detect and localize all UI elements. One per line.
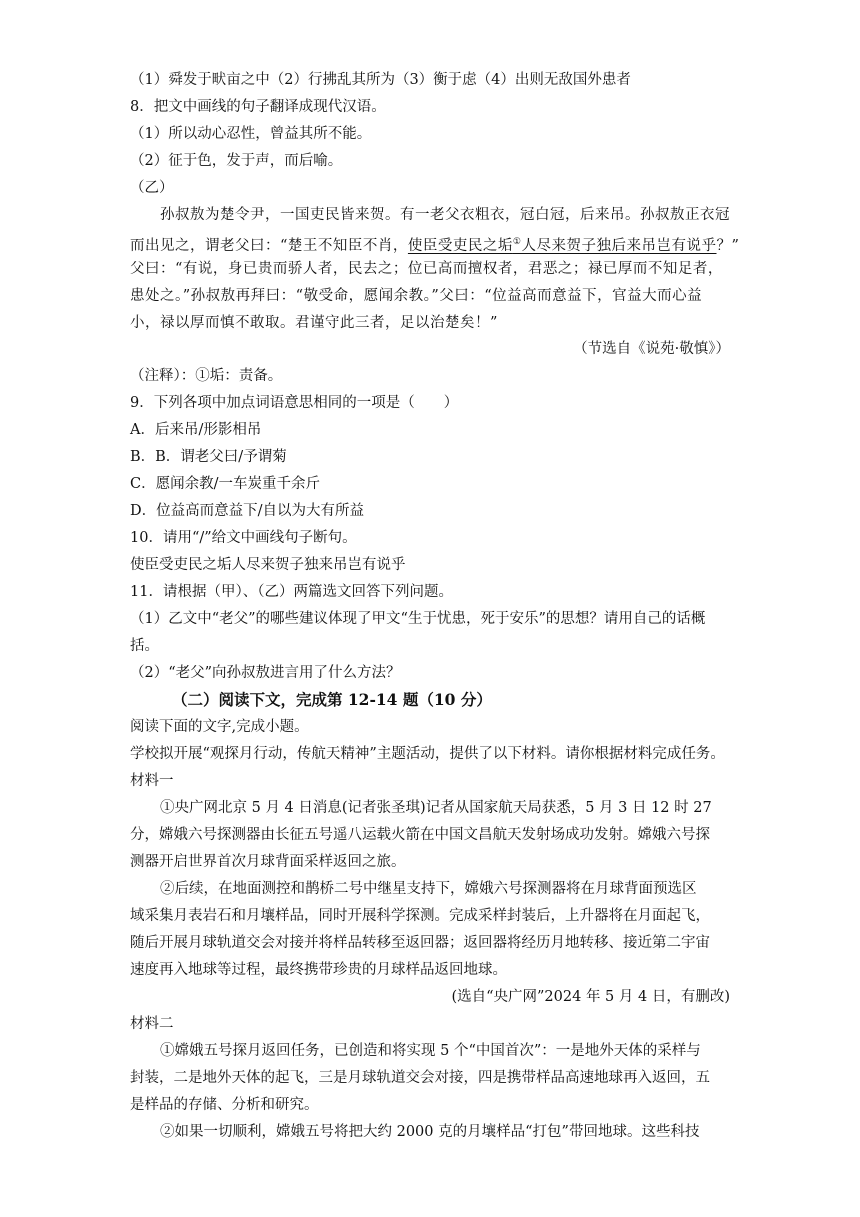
q8-item-2: （2）征于色，发于声，而后喻。 [130, 153, 343, 169]
passage-yi-line-1: 孙叔敖为楚令尹，一国吏民皆来贺。有一老父衣粗衣，冠白冠，后来吊。孙叔敖正衣冠 [160, 207, 730, 223]
q7-options: （1）舜发于畎亩之中（2）行拂乱其所为（3）衡于虑（4）出则无敌国外患者 [130, 72, 631, 88]
q11-item-1-cont: 括。 [130, 638, 159, 654]
q11-item-1: （1）乙文中“老父”的哪些建议体现了甲文“生于忧患，死于安乐”的思想？请用自己的话概 [130, 611, 706, 627]
material-one-para2-line2: 域采集月表岩石和月壤样品，同时开展科学探测。完成采样封装后，上升器将在月面起飞， [130, 908, 710, 924]
q11-prompt: 11．请根据（甲）、（乙）两篇选文回答下列问题。 [130, 584, 453, 600]
q9-option-d: D．位益高而意益下/自以为大有所益 [130, 503, 365, 519]
material-one-para2-line3: 随后开展月球轨道交会对接并将样品转移至返回器；返回器将经历月地转移、接近第二宇宙 [130, 935, 710, 951]
underlined-part-1: 使臣受吏民之垢 [407, 237, 513, 254]
passage-yi-line-2-start: 而出见之，谓老父曰：“楚王不知臣不肖， [130, 237, 408, 254]
q11-item-2: （2）“老父”向孙叔敖进言用了什么方法？ [130, 665, 401, 681]
passage-yi-line-3: 父曰：“有说，身已贵而骄人者，民去之；位已高而擅权者，君恶之；禄已厚而不知足者， [130, 261, 723, 277]
material-one-para1-line2: 分，嫦娥六号探测器由长征五号遥八运载火箭在中国文昌航天发射场成功发射。嫦娥六号探 [130, 827, 710, 843]
footnote-marker: ① [512, 237, 522, 247]
passage-yi-line-4: 患处之。”孙叔敖再拜曰：“敬受命，愿闻余教。”父曰：“位益高而意益下，官益大而心益 [130, 288, 703, 304]
source-citation: （节选自《说苑·敬慎》） [573, 341, 730, 357]
material-one-label: 材料一 [130, 773, 174, 789]
material-two-para1-line3: 是样品的存储、分析和研究。 [130, 1097, 319, 1113]
q8-item-1: （1）所以动心忍性，曾益其所不能。 [130, 126, 372, 142]
section-two-heading: （二）阅读下文，完成第 12-14 题（10 分） [172, 690, 492, 709]
passage-yi-line-2-end: ？” [716, 237, 740, 254]
q9-option-c: C．愿闻余教/一车炭重千余斤 [130, 476, 320, 492]
material-two-para1-line2: 封装，二是地外天体的起飞，三是月球轨道交会对接，四是携带样品高速地球再入返回，五 [130, 1070, 710, 1086]
material-one-source: (选自“央广网”2024 年 5 月 4 日，有删改) [451, 989, 730, 1005]
material-two-label: 材料二 [130, 1016, 174, 1032]
q9-option-a: A．后来吊/形影相吊 [130, 422, 262, 438]
activity-intro: 学校拟开展“观探月行动，传航天精神”主题活动，提供了以下材料。请你根据材料完成任务。 [130, 746, 725, 762]
q9-prompt: 9．下列各项中加点词语意思相同的一项是（ ） [130, 395, 459, 411]
material-one-para1-line1: ①央广网北京 5 月 4 日消息(记者张圣琪)记者从国家航天局获悉，5 月 3 日 12 时 27 [160, 800, 712, 816]
reading-instruction: 阅读下面的文字,完成小题。 [130, 719, 309, 735]
material-one-para2-line1: ②后续，在地面测控和鹊桥二号中继星支持下，嫦娥六号探测器将在月球背面预选区 [160, 881, 697, 897]
material-two-para1-line1: ①嫦娥五号探月返回任务，已创造和将实现 5 个“中国首次”：一是地外天体的采样与 [160, 1043, 701, 1059]
q10-prompt: 10．请用“/”给文中画线句子断句。 [130, 530, 357, 546]
passage-yi-line-2 [130, 232, 740, 256]
material-two-para2-line1: ②如果一切顺利，嫦娥五号将把大约 2000 克的月壤样品“打包”带回地球。这些科技 [160, 1124, 700, 1140]
q9-option-b: B．B．谓老父曰/予谓菊 [130, 449, 287, 465]
annotation-note: （注释）：①垢：责备。 [130, 368, 283, 384]
q8-prompt: 8．把文中画线的句子翻译成现代汉语。 [130, 99, 386, 115]
section-yi-label: （乙） [130, 180, 174, 196]
underlined-part-2: 人尽来贺子独后来吊岂有说乎 [521, 237, 717, 254]
underlined-sentence [408, 238, 717, 254]
material-one-para1-line3: 测器开启世界首次月球背面采样返回之旅。 [130, 854, 406, 870]
passage-yi-line-5: 小，禄以厚而慎不敢取。君谨守此三者，足以治楚矣！” [130, 315, 498, 331]
q10-sentence: 使臣受吏民之垢人尽来贺子独来吊岂有说乎 [130, 557, 406, 573]
material-one-para2-line4: 速度再入地球等过程，最终携带珍贵的月球样品返回地球。 [130, 962, 507, 978]
